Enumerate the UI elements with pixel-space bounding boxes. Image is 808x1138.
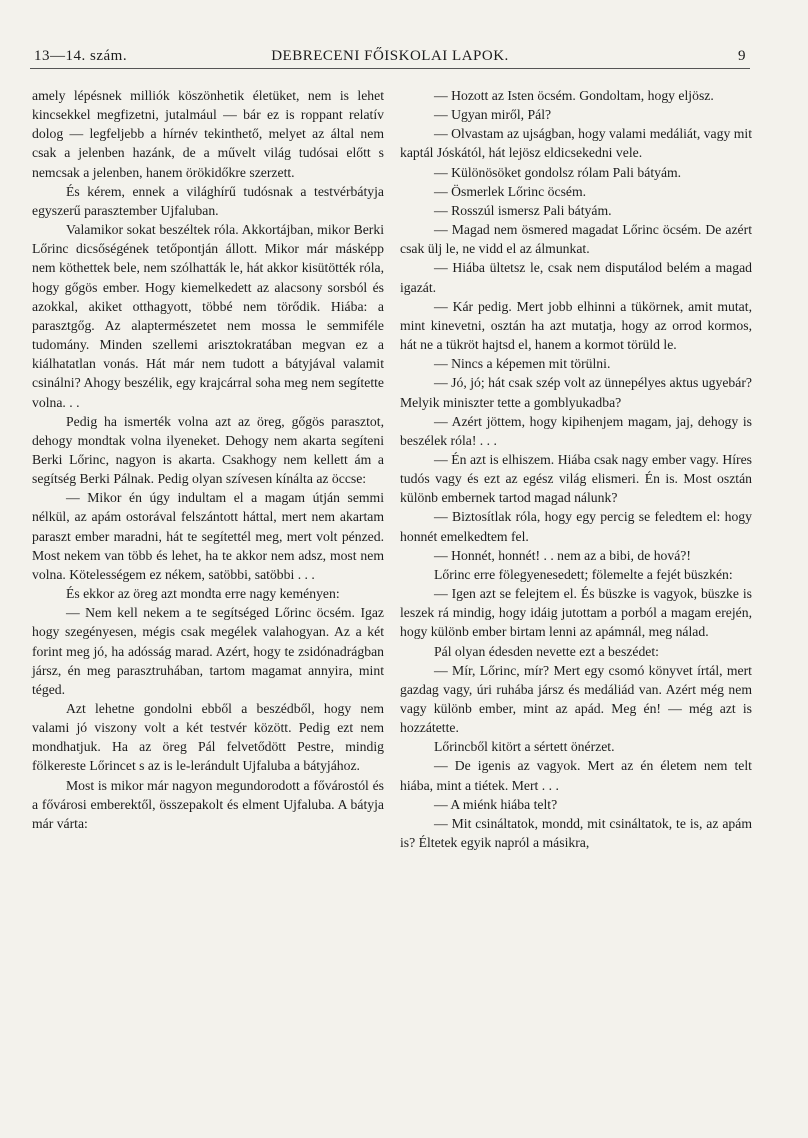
paragraph: — Mit csináltatok, mondd, mit csináltatok, te is, az apám is? Éltetek egyik napról a másikra, (400, 815, 752, 851)
paragraph: — Ugyan miről, Pál? (434, 107, 552, 123)
paragraph: — Magad nem ösmered magadat Lőrinc öcsém. De azért csak ülj le, ne vidd el az álmunkat. (400, 222, 752, 257)
paragraph: — A miénk hiába telt? (434, 796, 558, 812)
paragraph: — Igen azt se felejtem el. És büszke is vagyok, büszke is leszek rá mindig, hogy idáig jutottam a porból a magam erején, hogy különb ember birtam lenni az apámnál, meg nálad. (400, 586, 752, 640)
journal-title: DEBRECENI FŐISKOLAI LAPOK. (271, 48, 509, 64)
left-column (32, 86, 384, 833)
paragraph: Pál olyan édesden nevette ezt a beszédet: (434, 643, 659, 659)
paragraph: — Nem kell nekem a te segítséged Lőrinc öcsém. Igaz hogy szegényesen, mégis csak megélek valahogyan. Az a két forint meg jó, ha adósság marad. Azért, hogy te zsidónadrágban jársz, én meg parasztruhában, tartom magamat annyira, mint téged. (32, 605, 384, 697)
paragraph: — Hozott az Isten öcsém. Gondoltam, hogy eljösz. (434, 88, 714, 103)
right-column (400, 86, 752, 852)
paragraph: — Mír, Lőrinc, mír? Mert egy csomó könyvet írtál, mert gazdag vagy, úri ruhába jársz és medáliád van. Azért még nem vagy különb ember, mint az apád. Meg én! — még azt is hozzátette. (400, 662, 752, 736)
paragraph: Pedig ha ismerték volna azt az öreg, gőgös parasztot, dehogy mondtak volna ilyeneket. Dehogy nem akarta segíteni Berki Lőrinc, nagyon is akarta. Csakhogy nem kellett ám a segítség Berki Pálnak. Pedig olyan szívesen kínálta az öccse: (32, 413, 384, 487)
page-number: 9 (738, 48, 746, 64)
paragraph: Lőrinc erre fölegyenesedett; fölemelte a fejét büszkén: (434, 566, 733, 582)
paragraph: — Ösmerlek Lőrinc öcsém. (434, 183, 587, 199)
paragraph: — Jó, jó; hát csak szép volt az ünnepélyes aktus ugyebár? Melyik miniszter tette a gomblyukadba? (400, 375, 752, 410)
paragraph: — Biztosítlak róla, hogy egy percig se feledtem el: hogy honnét emelkedtem fel. (400, 509, 752, 544)
paragraph: És kérem, ennek a világhírű tudósnak a testvérbátyja egyszerű parasztember Ujfaluban. (32, 183, 384, 218)
paragraph: És ekkor az öreg azt mondta erre nagy keményen: (66, 586, 340, 602)
paragraph: — Honnét, honnét! . . nem az a bibi, de hová?! (434, 547, 691, 563)
paragraph: — Olvastam az ujságban, hogy valami medáliát, vagy mit kaptál Jóskától, hát lejösz eldicsekedni vele. (400, 126, 752, 161)
paragraph: — Mikor én úgy indultam el a magam útján semmi nélkül, az apám ostorával felszántott háttal, mert nem akartam paraszt ember maradni, hát te segítettél meg, mert volt pénzed. Most nekem van több és lehet, ha te akkor nem adsz, most nem volna. Kötelességem ez nékem, satöbbi, satöbbi . . . (32, 490, 384, 582)
running-header (32, 46, 748, 68)
paragraph: — De igenis az vagyok. Mert az én életem nem telt hiába, mint a tiétek. Mert . . . (400, 758, 752, 793)
paragraph: amely lépésnek milliók köszönhetik életüket, nem is lehet kincsekkel megfizetni, jutalmául — bár ez is roppant relatív dolog — legfeljebb a hírnév tekinthető, melyet az által nem csak a jelenben hazánk, de a művelt világ tudósai előtt s nemcsak a jelenben, hanem örökidőkre szerzett. (32, 88, 384, 180)
paragraph: Most is mikor már nagyon megundorodott a fővárostól és a fővárosi emberektől, összepakolt és elment Ujfaluba. A bátyja már várta: (32, 777, 384, 831)
paragraph: Azt lehetne gondolni ebből a beszédből, hogy nem valami jó viszony volt a két testvér között. Pedig ezt nem mondhatjuk. Ha az öreg Pál felvetődött Pestre, mindig fölkereste Lőrincet s az is le-lerándult Ujfaluba a bátyjához. (32, 701, 384, 774)
paragraph: Lőrincből kitört a sértett önérzet. (434, 739, 615, 755)
paragraph: — Én azt is elhiszem. Hiába csak nagy ember vagy. Híres tudós vagy és ezt az egész világ elismeri. Én is. Most osztán különb embernek tartod magad nálunk? (400, 451, 752, 506)
paragraph: — Rosszúl ismersz Pali bátyám. (434, 202, 612, 218)
paragraph: Valamikor sokat beszéltek róla. Akkortájban, mikor Berki Lőrinc dicsőségének tetőpontján állott. Mikor már másképp nem köthettek bele, nem szólhatták le, hát akkor kisütötték róla, hogy gőgös ember. Hogy kiemelkedett az alacsony sorsból és azokkal, akiket otthagyott, többé nem törődik. Hiába: a parasztgőg. Az alaptermészetet nem mossa le semmiféle tudomány. Minden szellemi arisztokratában megvan ez a kiálhatatlan vonás. Hát már nem tudott a bátyjával valamit csinálni? Ahogy beszélik, egy krajcárral soha meg nem segítette volna. . . (32, 222, 384, 410)
paragraph: — Azért jöttem, hogy kipihenjem magam, jaj, dehogy is beszélek róla! . . . (400, 413, 752, 448)
issue-number: 13—14. szám. (34, 48, 128, 64)
paragraph: — Kár pedig. Mert jobb elhinni a tükörnek, amit mutat, mint kinevetni, osztán ha azt mutatja, hogy az orrod kormos, hát ne a tükröt hajtsd el, hanem a kormot törüld le. (400, 298, 752, 353)
header-rule (30, 68, 750, 69)
paragraph: — Hiába ültetsz le, csak nem disputálod belém a magad igazát. (400, 260, 752, 295)
paragraph: — Különösöket gondolsz rólam Pali bátyám. (434, 164, 682, 180)
paragraph: — Nincs a képemen mit törülni. (434, 356, 611, 372)
